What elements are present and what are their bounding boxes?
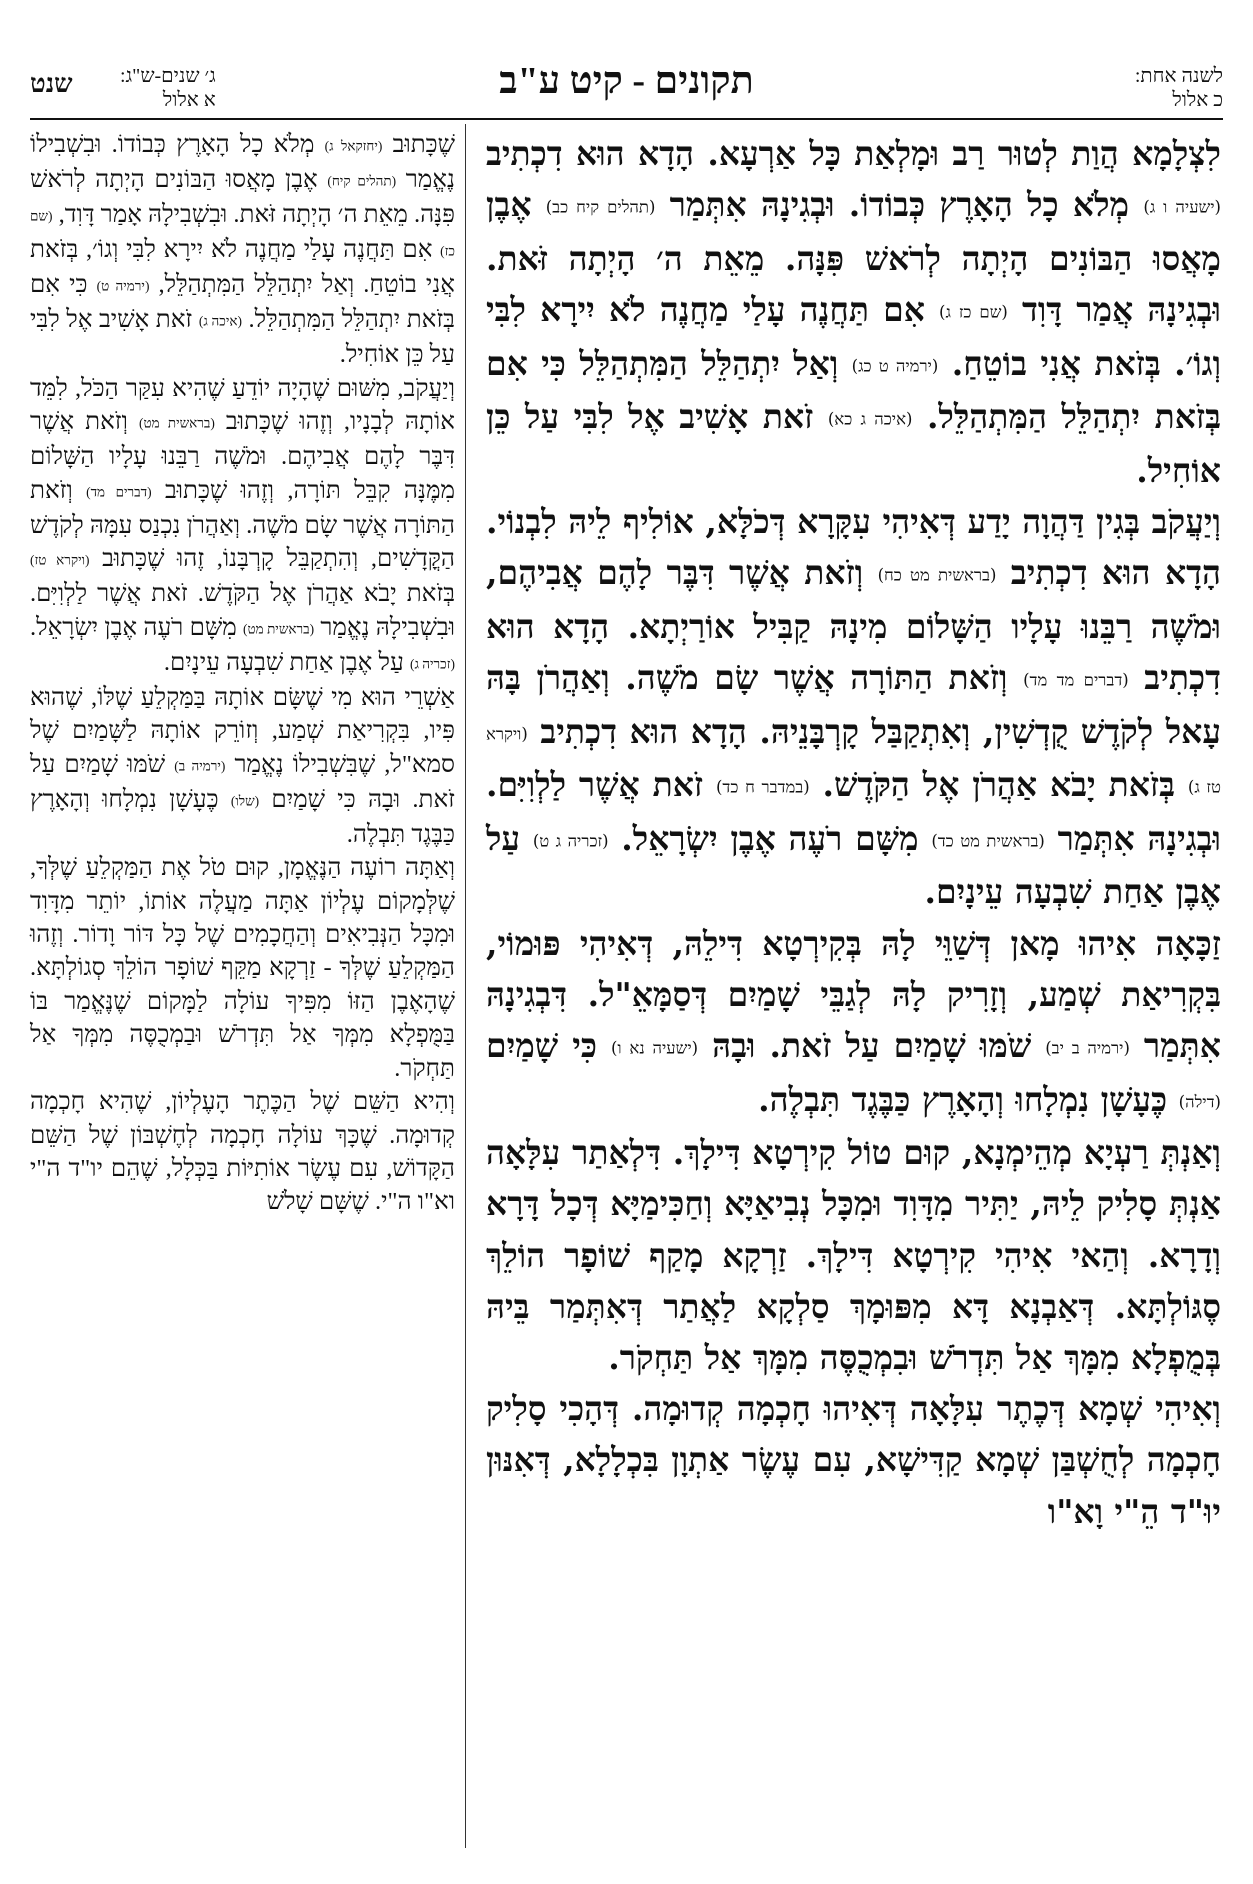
text-segment: בְּזֹאת יָבֹא אַהֲרֹן אֶל הַקֹּדֶשׁ.	[809, 765, 1188, 805]
text-segment: שֹׁמּוּ שָׁמַיִם עַל זֹאת. וּבָהּ כִּי שָׁמַיִם	[30, 750, 455, 813]
source-reference: (איכה ג)	[198, 314, 242, 330]
source-reference: (שם כז ג)	[939, 302, 1008, 322]
text-segment: וְזֹאת אֲשֶׁר דִּבֶּר לָהֶם אֲבִיהֶם, וּמֹשֶׁה רַבֵּנוּ עָלָיו הַשָּׁלוֹם מִינָהּ קַבִּיל אוֹרַיְתָא. הָדָא הוּא דִכְתִיב	[486, 553, 1221, 697]
header-schedule-label: לשנה אחת:	[1134, 65, 1223, 87]
source-reference: (איכה ג כא)	[827, 409, 913, 429]
source-reference: (זכריה ג ט)	[532, 831, 609, 851]
text-segment: מְלֹא כָל הָאָרֶץ כְּבוֹדוֹ. וּבִשְׁבִילוֹ נֶאֱמַר	[30, 131, 455, 194]
text-segment: שֶׁכָּתוּב	[382, 131, 455, 158]
header-schedule-date: כ אלול	[1172, 89, 1223, 111]
text-segment: וְיַעֲקֹב בְּגִין דַּהֲוָה יָדַע דְּאִיהִי עִקָּרָא דְּכֹלָּא, אוֹלִיף לֵיהּ לִבְנוֹי. הָדָא הוּא דִכְתִיב	[486, 501, 1221, 593]
side-paragraph	[30, 851, 455, 1085]
header-cycle-date: א אלול	[162, 89, 216, 111]
text-segment: כֶּעָשָׁן נִמְלָחוּ וְהָאָרֶץ כַּבֶּגֶד תִּבְלֶה.	[30, 785, 455, 848]
header-divider	[30, 118, 1223, 120]
main-paragraph	[486, 918, 1221, 1128]
text-segment: אַשְׁרֵי הוּא מִי שֶׁשָּׂם אוֹתָהּ בַּמַּקְלֵעַ שֶׁלּוֹ, שֶׁהוּא פִּיו, בִּקְרִיאַת שְׁמַע, וְזוֹרֵק אוֹתָהּ לַשָּׁמַיִם שֶׁל סמא"ל, שֶׁבִּשְׁבִילוֹ נֶאֱמַר	[30, 683, 455, 778]
source-reference: (בראשית מט)	[243, 621, 315, 637]
source-reference: (במדבר ח כד)	[715, 777, 810, 797]
text-segment: וְאַנְתְּ רַעְיָא מְהֵימְנָא, קוּם טוֹל קִירְטָא דִּילָךְ. דִּלְאַתַר עִלָּאָה אַנְתְּ סָלִיק לֵיהּ, יַתִּיר מִדָּוִד וּמִכָּל נְבִיאַיָּא וְחַכִּימַיָּא דְּכָל דָּרָא וְדָרָא. וְהַאי אִיהִי קִירְטָא דִּילָךְ. זַרְקָא מָקַף שׁוֹפָר הוֹלֵךְ סֶגּוֹלְתָּא. דְּאַבְנָא דָּא מִפּוּמָךְ סַלְקָא לַאֲתַר דְּאִתְּמַר בֵּיהּ בְּמֻפְלָא מִמָּךְ אַל תִּדְרֹשׁ וּבִמְכֻסֶּה מִמָּךְ אַל תַּחְקֹר.	[486, 1133, 1221, 1377]
main-paragraph	[486, 496, 1221, 918]
text-segment: זֹאת אֲשֶׁר לַלְוִיִּם. וּבְגִינָהּ אִתְּמַר	[486, 765, 1221, 858]
text-segment: כֶּעָשָׁן נִמְלָחוּ וְהָאָרֶץ כַּבֶּגֶד תִּבְלֶה.	[758, 1079, 1179, 1119]
source-reference: (בראשית מט)	[138, 415, 215, 431]
column-divider	[465, 124, 466, 1848]
text-segment: מִשָּׁם רֹעֶה אֶבֶן יִשְׂרָאֵל.	[30, 613, 243, 641]
text-segment: וְאַל יִתְהַלֵּל הַמִּתְהַלֵּל כִּי אִם בְּזֹאת יִתְהַלֵּל הַמִּתְהַלֵּל.	[486, 343, 1221, 437]
source-reference: (ויקרא טז)	[30, 552, 90, 568]
text-segment: עַל אֶבֶן אַחַת שִׁבְעָה עֵינָיִם.	[163, 648, 410, 676]
header-cycle-label: ג׳ שנים-ש"ג:	[120, 65, 216, 87]
header-page-code: שנט	[30, 69, 73, 98]
translation-column	[30, 128, 455, 1219]
text-segment: כִּי שָׁמַיִם	[486, 1025, 611, 1065]
main-paragraph	[486, 128, 1221, 496]
source-reference: (דברים מד מד)	[1023, 670, 1129, 690]
page-title: תקונים - קיט ע"ב	[499, 60, 754, 102]
side-paragraph	[30, 681, 455, 851]
page-header	[30, 56, 1223, 120]
text-segment: זֹאת אָשִׁיב אֶל לִבִּי עַל כֵּן אוֹחִיל.	[486, 397, 1221, 490]
text-segment: עַל אֶבֶן אַחַת שִׁבְעָה עֵינָיִם.	[486, 818, 1221, 912]
main-paragraph	[486, 1383, 1221, 1537]
text-segment: וְזֹאת הַתּוֹרָה אֲשֶׁר שָׂם מֹשֶׁה. וְאַהֲרֹן נִכְנַס עִמָּהּ לְקֹדֶשׁ הַקֳּדָשִׁים, וְהִתְקַבֵּל קָרְבָּנוֹ, זֶהוּ שֶׁכָּתוּב	[30, 476, 455, 573]
side-paragraph	[30, 1085, 455, 1219]
source-reference: (ישעיה נא ו)	[611, 1038, 699, 1058]
text-segment: וְזֹאת הַתּוֹרָה אֲשֶׁר שָׂם מֹשֶׁה. וְאַהֲרֹן בָּהּ עָאל לְקֹדֶשׁ קֻדְשִׁין, וְאִתְקַבַּל קָרְבָּנֵיהּ. הָדָא הוּא דִכְתִיב	[486, 657, 1221, 751]
source-reference: (דילה)	[1178, 1091, 1221, 1111]
text-segment: וְאַתָּה רוֹעֶה הַנֶּאֱמָן, קוּם טֹל אֶת הַמַּקְלֵעַ שֶׁלְּךָ, שֶׁלְּמָקוֹם עֶלְיוֹן אַתָּה מַעֲלֶה אוֹתוֹ, יוֹתֵר מִדָּוִד וּמִכָּל הַנְּבִיאִים וְהַחֲכָמִים שֶׁל כָּל דּוֹר וָדוֹר. וְזֶהוּ הַמַּקְלֵעַ שֶׁלְּךָ - זַרְקָא מַקֵּף שׁוֹפָר הוֹלֵךְ סְגוֹלְתָּא. שֶׁהָאֶבֶן הַזּוֹ מִפִּיךָ עוֹלָה לַמָּקוֹם שֶׁנֶּאֱמַר בּוֹ בַּמֻּפְלָא מִמְּךָ אַל תִּדְרֹשׁ וּבַמְכֻסֶּה מִמְּךָ אַל תַּחְקֹר.	[30, 854, 455, 1082]
text-segment: אֶבֶן מָאֲסוּ הַבּוֹנִים הָיְתָה לְרֹאשׁ פִּנָּה. מֵאֵת ה׳ הָיְתָה זֹּאת. וּבְגִינָהּ אֲמַר דָּוִד	[486, 185, 1221, 329]
text-segment: אִם תַּחֲנֶה עָלַי מַחֲנֶה לֹא יִירָא לִבִּי וְגוֹ׳. בְּזֹאת אֲנִי בוֹטֵחַ.	[486, 290, 1222, 383]
text-segment: שֹׁמּוּ שָׁמַיִם עַל זֹאת. וּבָהּ	[698, 1025, 1046, 1065]
header-left-meta	[120, 64, 216, 112]
source-reference: (ויקרא טז ג)	[486, 723, 1221, 797]
text-segment: מִשָּׁם רֹעֶה אֶבֶן יִשְׂרָאֵל.	[608, 818, 932, 858]
text-segment: אִם תַּחֲנֶה עָלַי מַחֲנֶה לֹא יִירָא לִבִּי וְגוֹ׳, בְּזֹאת אֲנִי בוֹטֵחַ. וְאַל יִתְהַלֵּל הַמִּתְהַלֵּל,	[30, 236, 455, 299]
source-reference: (בראשית מט כח)	[877, 565, 997, 585]
source-reference: (ירמיה ב יב)	[1045, 1038, 1130, 1058]
source-reference: (תהלים קיח)	[327, 173, 397, 189]
text-segment: וְאִיהִי שְׁמָא דְּכֶתֶר עִלָּאָה דְּאִיהוּ חָכְמָה קְדוּמָה. דְּהָכִי סָלִיק חָכְמָה לְחֻשְׁבַּן שְׁמָא קַדִּישָׁא, עִם עֶשֶׂר אַתְוָן בִּכְלָלָא, דְּאִנּוּן יוּ"ד הֵ"י וָא"ו	[486, 1389, 1221, 1531]
main-paragraph	[486, 1127, 1221, 1383]
source-reference: (זכריה ג)	[409, 656, 455, 672]
text-segment: כִּי אִם בְּזֹאת יִתְהַלֵּל הַמִּתְהַלֵּל.	[30, 271, 455, 334]
text-segment: זַכָּאָה אִיהוּ מָאן דְּשַׁוֵּי לָהּ בְּקִירְטָא דִּילֵהּ, דְּאִיהִי פּוּמוֹי, בִּקְרִיאַת שְׁמַע, וְזָרִיק לָהּ לְגַבֵּי שָׁמַיִם דְּסַמָּאֵ"ל. דִּבְגִינָהּ אִתְּמַר	[486, 923, 1221, 1065]
text-segment: וְהִיא הַשֵּׁם שֶׁל הַכֶּתֶר הָעֶלְיוֹן, שֶׁהִיא חָכְמָה קְדוּמָה. שֶׁכָּךְ עוֹלָה חָכְמָה לְחֶשְׁבּוֹן שֶׁל הַשֵּׁם הַקָּדוֹשׁ, עִם עֶשֶׂר אוֹתִיּוֹת בַּכְּלָל, שֶׁהֵם יו"ד ה"י וא"ו ה"י. שֶׁשָּׁם שָׁלֹשׁ	[30, 1088, 455, 1216]
text-segment: אֶבֶן מָאֲסוּ הַבּוֹנִים הָיְתָה לְרֹאשׁ פִּנָּה. מֵאֵת ה׳ הָיְתָה זֹּאת. וּבִשְׁבִילָהּ אָמַר דָּוִד,	[30, 166, 455, 229]
text-segment: לִצְלָמָא הֲוַת לְטוּר רַב וּמָלְאַת כָּל אַרְעָא. הָדָא הוּא דִכְתִיב	[486, 134, 1221, 173]
text-segment: וְיַעֲקֹב, מִשּׁוּם שֶׁהָיָה יוֹדֵעַ שֶׁהִיא עִקַּר הַכֹּל, לִמֵּד אוֹתָהּ לְבָנָיו, וְזֶהוּ שֶׁכָּתוּב	[30, 374, 456, 436]
source-reference: (יחזקאל ג)	[324, 138, 383, 154]
source-reference: (ירמיה ט כג)	[851, 355, 939, 375]
text-segment: זֹאת אָשִׁיב אֶל לִבִּי עַל כֵּן אוֹחִיל.	[30, 306, 455, 369]
source-reference: (ישעיה ו ג)	[1143, 197, 1221, 217]
main-text-column	[486, 128, 1221, 1537]
source-reference: (בראשית מט כד)	[931, 831, 1045, 851]
source-reference: (דברים מד)	[86, 484, 152, 500]
side-paragraph	[30, 372, 455, 681]
source-reference: (שלו)	[230, 793, 260, 809]
source-reference: (שם כז)	[30, 208, 455, 259]
source-reference: (ירמיה ב)	[174, 758, 226, 774]
source-reference: (תהלים קיח כב)	[545, 197, 656, 217]
text-segment: בְּזֹאת יָבֹא אַהֲרֹן אֶל הַקֹּדֶשׁ. זֹאת אֲשֶׁר לַלְוִיִּם. וּבִשְׁבִילָהּ נֶאֱמַר	[30, 580, 455, 641]
text-segment: וְזֹאת אֲשֶׁר דִּבֶּר לָהֶם אֲבִיהֶם. וּמֹשֶׁה רַבֵּנוּ עָלָיו הַשָּׁלוֹם מִמֶּנָּה קִבֵּל תּוֹרָה, וְזֶהוּ שֶׁכָּתוּב	[30, 408, 455, 504]
side-paragraph	[30, 128, 455, 372]
text-segment: מְלֹא כָל הָאָרֶץ כְּבוֹדוֹ. וּבְגִינָהּ אִתְּמַר	[655, 185, 1144, 225]
source-reference: (ירמיה ט)	[96, 278, 150, 294]
